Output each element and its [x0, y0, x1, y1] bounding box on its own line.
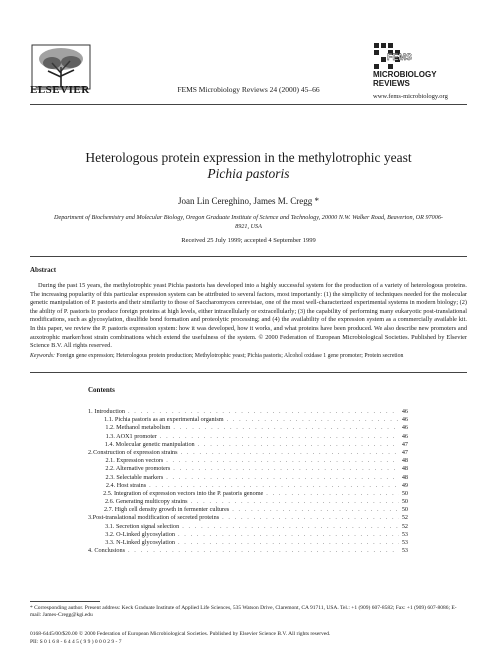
toc-entry-label: Construction of expression strains: [93, 448, 178, 456]
toc-leader-dots: [191, 498, 399, 506]
toc-entry-label: 3.3. N-Linked glycosylation: [105, 539, 176, 546]
toc-entry-label: Conclusions: [94, 547, 126, 555]
toc-entry-page: 46: [401, 416, 408, 424]
toc-entry-page: 47: [401, 448, 408, 456]
toc-leader-dots: [173, 424, 399, 432]
toc-entry[interactable]: [88, 457, 408, 465]
fems-title-line1: MICROBIOLOGY: [373, 70, 437, 79]
keywords-text: Foreign gene expression; Heterologous protein production; Methylotrophic yeast; Pichia pastoris; Alcohol oxidase 1 gene promoter; Protein secretion: [56, 353, 404, 359]
toc-leader-dots: [232, 506, 399, 514]
toc-entry-label: 2.4. Host strains: [105, 481, 147, 489]
toc-entry-label: 3.2. O-Linked glycosylation: [105, 530, 176, 538]
toc-leader-dots: [166, 474, 399, 482]
toc-entry-page: 46: [401, 408, 408, 415]
contents-heading: Contents: [88, 386, 115, 394]
toc-entry-page: 48: [401, 465, 408, 473]
toc-leader-dots: [182, 523, 399, 531]
toc-entry[interactable]: [88, 474, 408, 482]
toc-entry-number: 4.: [88, 547, 93, 555]
toc-entry-label: Post-translational modification of secreted proteins: [92, 514, 220, 522]
toc-entry-label: 2.6. Generating multicopy strains: [104, 498, 188, 506]
toc-leader-dots: [222, 514, 399, 522]
toc-entry-number: 3.: [88, 514, 93, 522]
header-rule: [30, 104, 467, 105]
toc-entry-page: 48: [401, 457, 408, 465]
toc-entry-label: Introduction: [94, 408, 125, 415]
toc-entry[interactable]: [88, 465, 408, 473]
toc-entry-page: 52: [401, 514, 408, 522]
toc-entry-label: 2.5. Integration of expression vectors into the P. pastoris genome: [103, 489, 264, 497]
author-affiliation: Department of Biochemistry and Molecular Biology, Oregon Graduate Institute of Science and Technology, 20000 N.W. Walker Road, Beaverton, OR 97006-8921, USA: [53, 214, 443, 230]
toc-entry[interactable]: [88, 408, 408, 416]
toc-entry-label: 2.1. Expression vectors: [105, 457, 164, 465]
toc-entry[interactable]: [88, 482, 408, 490]
keywords: [30, 352, 467, 360]
toc-leader-dots: [128, 408, 399, 416]
toc-entry[interactable]: [88, 449, 408, 457]
toc-entry-number: 1.: [88, 408, 93, 415]
author-list: Joan Lin Cereghino, James M. Cregg *: [178, 196, 319, 206]
toc-entry-page: 48: [401, 473, 408, 481]
toc-leader-dots: [266, 490, 399, 498]
toc-entry-page: 50: [401, 498, 408, 506]
toc-entry[interactable]: [88, 490, 408, 498]
toc-entry[interactable]: [88, 416, 408, 424]
toc-entry-label: 1.1. Pichia pastoris as an experimental organism: [104, 416, 224, 424]
toc-entry[interactable]: [88, 539, 408, 547]
title-line1: Heterologous protein expression in the methylotrophic yeast: [85, 150, 412, 165]
toc-leader-dots: [160, 433, 399, 441]
toc-entry[interactable]: [88, 433, 408, 441]
received-dates: Received 25 July 1999; accepted 4 September 1999: [181, 237, 316, 244]
toc-entry-page: 53: [401, 547, 408, 555]
journal-website[interactable]: www.fems-microbiology.org: [373, 93, 448, 100]
toc-leader-dots: [128, 547, 399, 555]
toc-leader-dots: [173, 465, 399, 473]
table-of-contents: [88, 408, 408, 555]
toc-entry-page: 49: [401, 481, 408, 489]
toc-leader-dots: [178, 531, 399, 539]
toc-leader-dots: [149, 482, 399, 490]
abstract-top-rule: [30, 256, 467, 257]
footnote-rule: [30, 601, 100, 602]
toc-entry-page: 52: [401, 522, 408, 530]
toc-leader-dots: [178, 539, 399, 547]
toc-entry-label: 2.7. High cell density growth in fermenter cultures: [103, 506, 230, 514]
toc-leader-dots: [181, 449, 399, 457]
toc-entry-page: 50: [401, 489, 408, 497]
toc-entry-label: 1.2. Methanol metabolism: [105, 424, 171, 432]
toc-entry-label: 1.3. AOX1 promoter: [105, 432, 157, 440]
toc-entry[interactable]: [88, 506, 408, 514]
fems-title-line2: REVIEWS: [373, 79, 410, 88]
issn-copyright: 0168-6445/00/$20.00 © 2000 Federation of European Microbiological Societies. Published by Elsevier Science B.V. All rights reserved.: [30, 631, 331, 637]
title-line2: Pichia pastoris: [207, 166, 290, 181]
fems-journal-title: [373, 70, 437, 88]
toc-entry[interactable]: [88, 441, 408, 449]
toc-entry-label: 2.3. Selectable markers: [105, 473, 164, 481]
toc-entry[interactable]: [88, 523, 408, 531]
article-title: [0, 150, 497, 182]
keywords-label: Keywords:: [30, 353, 55, 359]
toc-entry-page: 47: [401, 440, 408, 448]
toc-entry-page: 46: [401, 424, 408, 432]
corresponding-author-footnote: * Corresponding author. Present address: Keck Graduate Institute of Applied Life Sciences, 535 Watson Drive, Claremont, CA 91711, USA. Tel.: +1 (909) 607-8582; Fax: +1 (909) 607-8086; E-mail: James-Cregg@kgi.edu: [30, 605, 457, 619]
toc-entry[interactable]: [88, 514, 408, 522]
fems-logo-icon: [373, 42, 453, 70]
toc-entry[interactable]: [88, 547, 408, 555]
toc-leader-dots: [166, 457, 399, 465]
toc-entry-page: 53: [401, 530, 408, 538]
toc-entry[interactable]: [88, 424, 408, 432]
toc-entry-number: 2.: [88, 448, 93, 456]
toc-entry-page: 46: [401, 432, 408, 440]
publisher-name: ELSEVIER: [30, 84, 90, 96]
toc-entry-label: 2.2. Alternative promoters: [105, 465, 171, 473]
journal-citation: FEMS Microbiology Reviews 24 (2000) 45–66: [177, 85, 320, 94]
abstract-heading: Abstract: [30, 266, 57, 274]
pii-identifier: PII: S 0 1 6 8 - 6 4 4 5 ( 9 9 ) 0 0 0 2 9 - 7: [30, 638, 122, 645]
toc-leader-dots: [227, 416, 399, 424]
abstract-bottom-rule: [30, 372, 467, 373]
toc-leader-dots: [198, 441, 399, 449]
toc-entry-label: 3.1. Secretion signal selection: [105, 522, 180, 530]
toc-entry[interactable]: [88, 498, 408, 506]
toc-entry[interactable]: [88, 531, 408, 539]
fems-logo-text: FEMS: [387, 52, 413, 62]
toc-entry-label: 1.4. Molecular genetic manipulation: [104, 440, 195, 448]
abstract-body: During the past 15 years, the methylotrophic yeast Pichia pastoris has developed into a highly successful system for the production of a variety of heterologous proteins. The increasing popularity of this particular expression system can be attributed to several factors, most importantly: (1) the simplicity of techniques needed for the molecular genetic manipulation of P. pastoris and their similarity to those of Saccharomyces cerevisiae, one of the most well-characterized experimental systems in modern biology; (2) the ability of P. pastoris to produce foreign proteins at high levels, either intracellularly or extracellularly; (3) the capability of performing many eukaryotic post-translational modifications, such as glycosylation, disulfide bond formation and proteolytic processing; and (4) the availability of the expression system as a commercially available kit. In this paper, we review the P. pastoris expression system: how it was developed, how it works, and what proteins have been produced. We also describe new promoters and auxotrophic marker/host strain combinations which extend the usefulness of the system. © 2000 Federation of European Microbiological Societies. Published by Elsevier Science B.V. All rights reserved.: [30, 282, 467, 350]
issn-block: [30, 631, 330, 646]
toc-entry-page: 50: [401, 506, 408, 514]
toc-entry-page: 53: [401, 539, 408, 546]
